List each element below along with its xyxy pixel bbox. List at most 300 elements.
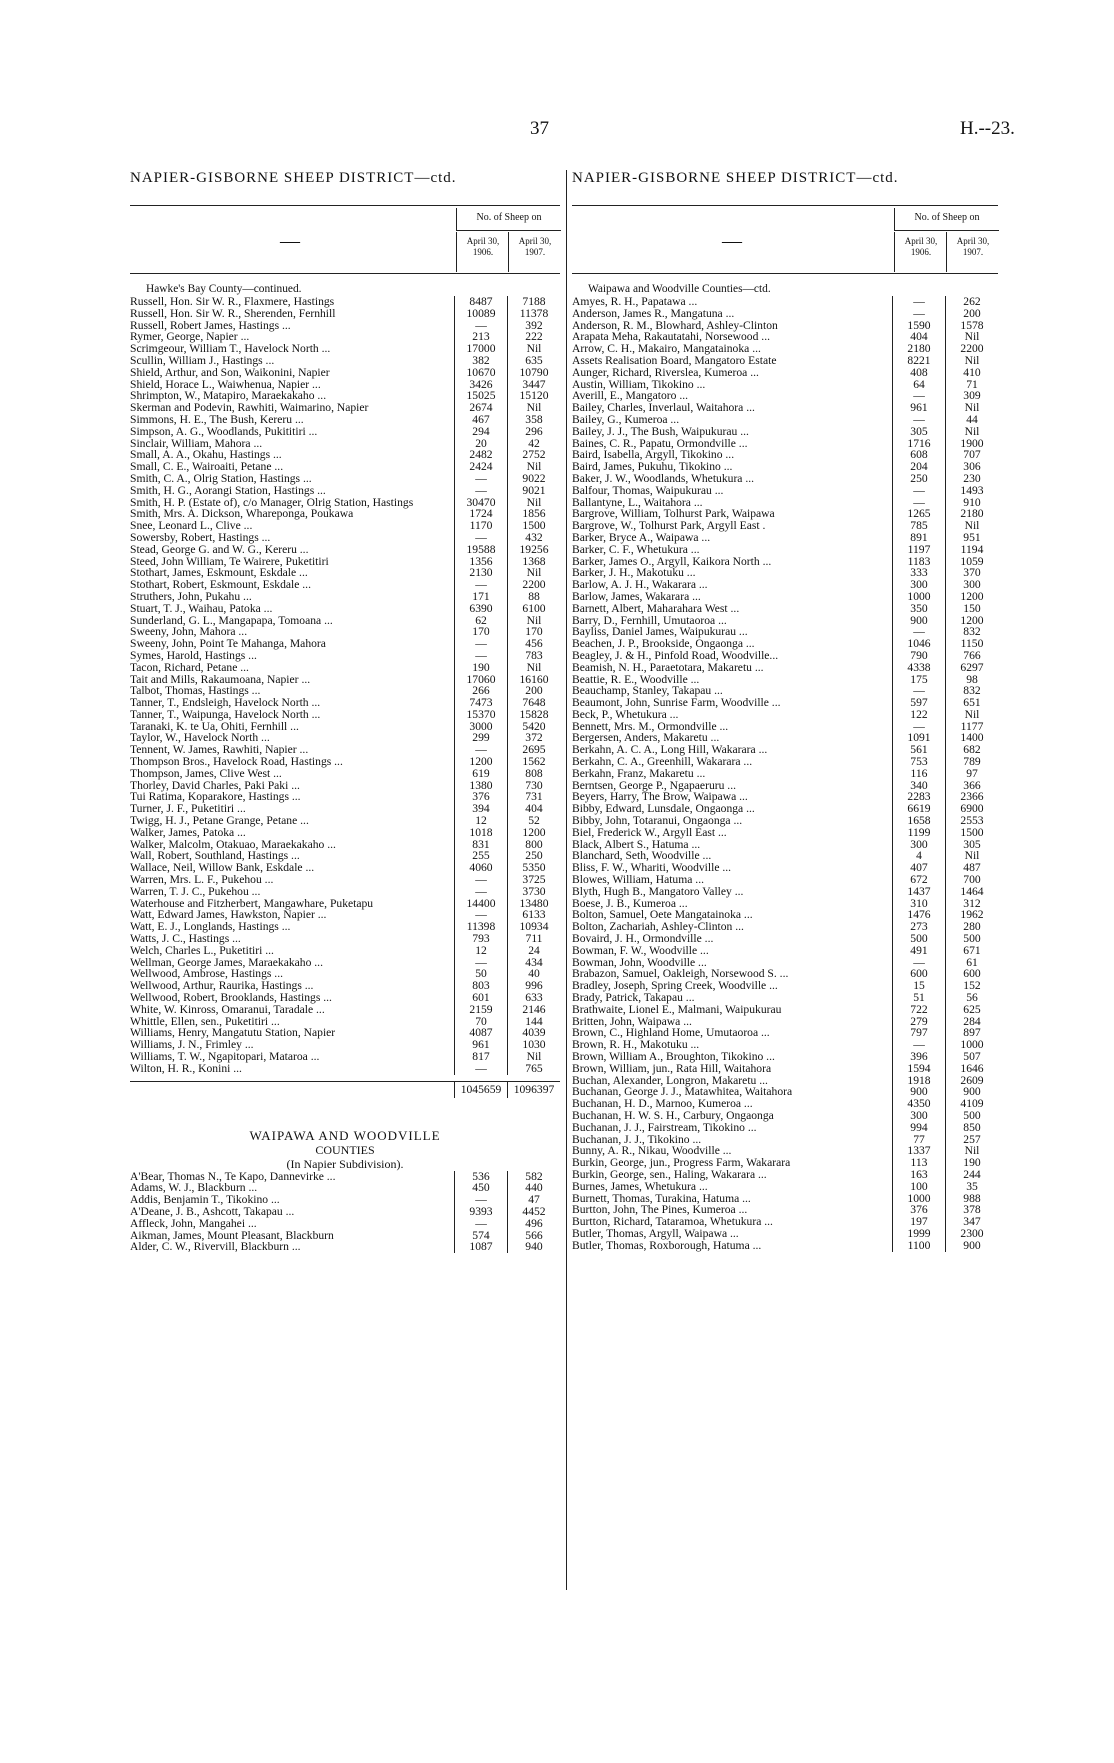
sheep-1907: 783 [507, 650, 560, 662]
sheep-1907: 15828 [507, 709, 560, 721]
sheep-1907: 6900 [945, 803, 998, 815]
sheep-1907: 56 [945, 992, 998, 1004]
table-row [572, 1063, 998, 1075]
sheep-1906: 500 [892, 933, 945, 945]
sheep-1906: 279 [892, 1016, 945, 1028]
sheep-1907: 651 [945, 697, 998, 709]
holder-name: Watt, Edward James, Hawkston, Napier ... [130, 908, 327, 922]
holder-name: Averill, E., Mangatoro ... [572, 389, 689, 403]
table-row [130, 591, 560, 603]
sheep-1906: 1918 [892, 1075, 945, 1087]
holder-name: Beamish, N. H., Paraetotara, Makaretu ... [572, 660, 764, 674]
sheep-1907: 10790 [507, 367, 560, 379]
sheep-1906: 831 [454, 839, 507, 851]
sheep-1907: 1493 [945, 485, 998, 497]
sheep-1906: 10089 [454, 308, 507, 320]
sheep-1907: 940 [507, 1241, 560, 1253]
holder-name: Buchanan, H. W. S. H., Carbury, Ongaonga [572, 1108, 774, 1122]
sheep-1906: 900 [892, 615, 945, 627]
table-head-dash: — [280, 230, 300, 252]
sheep-1906: — [892, 957, 945, 969]
holder-name: Boese, J. B., Kumeroa ... [572, 896, 688, 910]
sheep-1906: 100 [892, 1181, 945, 1193]
sheep-1907: 440 [507, 1182, 560, 1194]
table-row [572, 662, 998, 674]
sheep-1906: 396 [892, 1051, 945, 1063]
sheep-1906: 1100 [892, 1240, 945, 1252]
sheep-1906: 310 [892, 898, 945, 910]
holder-name: Wellwood, Robert, Brooklands, Hastings ... [130, 991, 332, 1005]
sheep-1907: Nil [507, 662, 560, 674]
sheep-1906: 574 [454, 1230, 507, 1242]
sheep-1906: 408 [892, 367, 945, 379]
sheep-1907: 1646 [945, 1063, 998, 1075]
sheep-1906: — [892, 1039, 945, 1051]
sheep-1907: 4452 [507, 1206, 560, 1218]
sheep-1906: 299 [454, 732, 507, 744]
holder-name: Aunger, Richard, Riverslea, Kumeroa ... [572, 365, 759, 379]
holder-name: Bargrove, W., Tolhurst Park, Argyll East . [572, 519, 766, 533]
table-row [572, 591, 998, 603]
table-row [572, 603, 998, 615]
table-row [572, 1240, 998, 1252]
holder-name: Berkahn, Franz, Makaretu ... [572, 766, 706, 780]
sheep-1906: 17060 [454, 674, 507, 686]
holder-name: Symes, Harold, Hastings ... [130, 648, 257, 662]
holder-name: Stuart, T. J., Waihau, Patoka ... [130, 601, 273, 615]
sheep-1907: 40 [507, 968, 560, 980]
sheep-1906: 797 [892, 1027, 945, 1039]
table-row [130, 603, 560, 615]
holder-name: Bergersen, Anders, Makaretu ... [572, 731, 720, 745]
holder-name: Bailey, J. J., The Bush, Waipukurau ... [572, 424, 749, 438]
sheep-1907: 3725 [507, 874, 560, 886]
sheep-1906: 305 [892, 426, 945, 438]
sheep-1906: 994 [892, 1122, 945, 1134]
holder-name: Tanner, T., Waipunga, Havelock North ... [130, 707, 321, 721]
table-row [572, 1169, 998, 1181]
sheep-1906: 15025 [454, 390, 507, 402]
holder-name: Whittle, Ellen, sen., Puketitiri ... [130, 1014, 280, 1028]
holder-name: Amyes, R. H., Papatawa ... [572, 295, 698, 308]
sheep-1907: Nil [945, 402, 998, 414]
sheep-1907: 257 [945, 1134, 998, 1146]
holder-name: Buchanan, J. J., Fairstream, Tikokino ... [572, 1120, 757, 1134]
sheep-1906: 1200 [454, 756, 507, 768]
holder-name: Skerman and Podevin, Rawhiti, Waimarino, Napier [130, 401, 369, 415]
holder-name: Buchan, Alexander, Longron, Makaretu ... [572, 1073, 768, 1087]
holder-name: Tennent, W. James, Rawhiti, Napier ... [130, 743, 309, 757]
sheep-1907: 152 [945, 980, 998, 992]
table-row [130, 367, 560, 379]
right-column [572, 170, 998, 1252]
table-row [130, 355, 560, 367]
holder-name: Austin, William, Tikokino ... [572, 377, 706, 391]
holder-name: Simpson, A. G., Woodlands, Pukititiri ... [130, 424, 318, 438]
holder-name: Wilton, H. R., Konini ... [130, 1061, 242, 1075]
table-row [130, 1063, 560, 1075]
sheep-1906: 171 [454, 591, 507, 603]
sheep-1906: 70 [454, 1016, 507, 1028]
holder-name: Small, A. A., Okahu, Hastings ... [130, 448, 282, 462]
sheep-1907: 150 [945, 603, 998, 615]
sheep-1907: 296 [507, 426, 560, 438]
holder-name: Barker, Bryce A., Waipawa ... [572, 530, 711, 544]
holder-name: Tui Ratima, Koparakore, Hastings ... [130, 790, 301, 804]
sheep-1907: Nil [507, 1051, 560, 1063]
table-row [130, 485, 560, 497]
sheep-1906: 2482 [454, 449, 507, 461]
table-row [572, 709, 998, 721]
holder-name: Williams, J. N., Frimley ... [130, 1038, 254, 1052]
holder-name: Thompson, James, Clive West ... [130, 766, 282, 780]
sheep-1907: 996 [507, 980, 560, 992]
sheep-1907: 711 [507, 933, 560, 945]
holder-name: Russell, Hon. Sir W. R., Flaxmere, Hastings [130, 295, 335, 308]
sheep-1906: — [454, 485, 507, 497]
sheep-1907: 13480 [507, 898, 560, 910]
sheep-1907: 250 [507, 850, 560, 862]
sheep-1906: — [454, 874, 507, 886]
sheep-1907: 284 [945, 1016, 998, 1028]
sheep-1906: 4087 [454, 1027, 507, 1039]
sheep-1906: 790 [892, 650, 945, 662]
holder-name: Wellman, George James, Maraekakaho ... [130, 955, 323, 969]
left-rows-hawkes-bay [130, 296, 560, 1075]
holder-name: Britten, John, Waipawa ... [572, 1014, 692, 1028]
holder-name: Bibby, Edward, Lunsdale, Ongaonga ... [572, 802, 755, 816]
holder-name: Bunny, A. R., Nikau, Woodville ... [572, 1144, 732, 1158]
sheep-1906: 19588 [454, 544, 507, 556]
sheep-1906: 608 [892, 449, 945, 461]
sheep-1907: Nil [945, 850, 998, 862]
sheep-1906: 7473 [454, 697, 507, 709]
sheep-1907: 1900 [945, 438, 998, 450]
sheep-1907: 1368 [507, 556, 560, 568]
sheep-1906: — [454, 320, 507, 332]
holder-name: Alder, C. W., Rivervill, Blackburn ... [130, 1240, 301, 1254]
sheep-1906: 273 [892, 921, 945, 933]
holder-name: Butler, Thomas, Argyll, Waipawa ... [572, 1226, 739, 1240]
holder-name: Struthers, John, Pukahu ... [130, 589, 252, 603]
sheep-1907: 35 [945, 1181, 998, 1193]
sheep-1907: 2366 [945, 791, 998, 803]
holder-name: Barker, James O., Argyll, Kaikora North ... [572, 554, 772, 568]
sheep-1906: 51 [892, 992, 945, 1004]
holder-name: A'Deane, J. B., Ashcott, Takapau ... [130, 1204, 295, 1218]
table-row [130, 827, 560, 839]
holder-name: Rymer, George, Napier ... [130, 330, 250, 344]
table-row [572, 414, 998, 426]
table-row [130, 426, 560, 438]
sheep-1907: 97 [945, 768, 998, 780]
sheep-1906: 50 [454, 968, 507, 980]
table-row [130, 473, 560, 485]
sheep-1907: Nil [945, 520, 998, 532]
sheep-1906: — [454, 957, 507, 969]
sheep-1906: 793 [454, 933, 507, 945]
sheep-1907: 625 [945, 1004, 998, 1016]
sheep-1907: 3447 [507, 379, 560, 391]
sheep-1907: 71 [945, 379, 998, 391]
date-header-1907: April 30, 1907. [508, 232, 561, 272]
left-table-head [130, 205, 560, 274]
holder-name: Bargrove, William, Tolhurst Park, Waipawa [572, 507, 775, 521]
holder-name: Warren, Mrs. L. F., Pukehou ... [130, 873, 274, 887]
sheep-1907: 900 [945, 1086, 998, 1098]
sheep-1906: — [454, 1063, 507, 1075]
sheep-1907: 24 [507, 945, 560, 957]
sheep-1907: 700 [945, 874, 998, 886]
sheep-1907: 244 [945, 1169, 998, 1181]
sheep-1907: Nil [507, 343, 560, 355]
holder-name: Bolton, Samuel, Oete Mangatainoka ... [572, 908, 753, 922]
sheep-1906: — [454, 1194, 507, 1206]
sheep-1907: 832 [945, 685, 998, 697]
sheep-1906: 404 [892, 331, 945, 343]
holder-name: Anderson, R. M., Blowhard, Ashley-Clinton [572, 318, 778, 332]
sheep-1907: Nil [945, 331, 998, 343]
sheep-1906: — [454, 744, 507, 756]
section-heading: Hawke's Bay County—continued. [146, 283, 302, 295]
sheep-1907: 312 [945, 898, 998, 910]
sheep-1907: 10934 [507, 921, 560, 933]
sheep-1906: 4338 [892, 662, 945, 674]
left-column-heading: NAPIER-GISBORNE SHEEP DISTRICT—ctd. [130, 170, 457, 186]
holder-name: Bibby, John, Totaranui, Ongaonga ... [572, 814, 743, 828]
sheep-1906: 491 [892, 945, 945, 957]
sheep-1906: 961 [892, 402, 945, 414]
holder-name: Brown, R. H., Makotuku ... [572, 1038, 700, 1052]
holder-name: Burnett, Thomas, Turakina, Hatuma ... [572, 1191, 751, 1205]
sheep-1906: 536 [454, 1171, 507, 1183]
holder-name: Blyth, Hugh B., Mangatoro Valley ... [572, 884, 744, 898]
sheep-1907: 910 [945, 497, 998, 509]
sheep-1907: 988 [945, 1193, 998, 1205]
sheep-1906: 2674 [454, 402, 507, 414]
sheep-1906: 4350 [892, 1098, 945, 1110]
holder-name: Shrimpton, W., Matapiro, Maraekakaho ... [130, 389, 327, 403]
sheep-1906: — [892, 390, 945, 402]
sheep-1906: 900 [892, 1086, 945, 1098]
holder-name: Wall, Robert, Southland, Hastings ... [130, 849, 300, 863]
sheep-1906: 204 [892, 461, 945, 473]
sheep-1907: 635 [507, 355, 560, 367]
sheep-1906: 170 [454, 626, 507, 638]
sheep-1906: 450 [454, 1182, 507, 1194]
sheep-1907: 2180 [945, 508, 998, 520]
sheep-1906: 350 [892, 603, 945, 615]
sheep-1907: 47 [507, 1194, 560, 1206]
sheep-1907: 633 [507, 992, 560, 1004]
holder-name: Russell, Hon. Sir W. R., Sherenden, Fernhill [130, 306, 336, 320]
table-row [572, 473, 998, 485]
sheep-1906: 1183 [892, 556, 945, 568]
holder-name: A'Bear, Thomas N., Te Kapo, Dannevirke ... [130, 1169, 336, 1183]
holder-name: Beyers, Harry, The Brow, Waipawa ... [572, 790, 748, 804]
holder-name: Turner, J. F., Puketitiri ... [130, 802, 246, 816]
holder-name: Russell, Robert James, Hastings ... [130, 318, 291, 332]
holder-name: Berkahn, A. C. A., Long Hill, Wakarara ... [572, 743, 768, 757]
holder-name: Bowman, John, Woodville ... [572, 955, 707, 969]
sheep-1906: 619 [454, 768, 507, 780]
holder-name: Warren, T. J. C., Pukehou ... [130, 884, 261, 898]
sheep-1907: 2200 [945, 343, 998, 355]
holder-name: Sinclair, William, Mahora ... [130, 436, 263, 450]
sheep-1907: Nil [945, 426, 998, 438]
table-row [130, 1218, 560, 1230]
holder-name: Biel, Frederick W., Argyll East ... [572, 825, 727, 839]
sheep-1906: 12 [454, 945, 507, 957]
sheep-1907: 370 [945, 567, 998, 579]
holder-name: Bolton, Zachariah, Ashley-Clinton ... [572, 920, 744, 934]
sheep-1907: 2146 [507, 1004, 560, 1016]
sheep-1907: 190 [945, 1157, 998, 1169]
sheep-1906: 394 [454, 803, 507, 815]
sheep-1906: 300 [892, 839, 945, 851]
holder-name: Wellwood, Ambrose, Hastings ... [130, 967, 283, 981]
sheep-1907: 366 [945, 780, 998, 792]
sheep-1906: 1724 [454, 508, 507, 520]
holder-name: Stothart, James, Eskmount, Eskdale ... [130, 566, 308, 580]
table-row [130, 544, 560, 556]
holder-name: Twigg, H. J., Petane Grange, Petane ... [130, 814, 309, 828]
sheep-1907: 404 [507, 803, 560, 815]
sheep-1907: 731 [507, 791, 560, 803]
holder-name: Barnett, Albert, Maharahara West ... [572, 601, 740, 615]
holder-name: Buchanan, George J. J., Matawhitea, Waitahora [572, 1085, 793, 1099]
holder-name: Arapata Meha, Rakautatahi, Norsewood ... [572, 330, 770, 344]
section-heading: Waipawa and Woodville Counties—ctd. [588, 283, 771, 295]
sheep-1906: 190 [454, 662, 507, 674]
holder-name: Beachen, J. P., Brookside, Ongaonga ... [572, 637, 755, 651]
sheep-1906: 266 [454, 685, 507, 697]
sheep-1906: 2424 [454, 461, 507, 473]
sheep-1906: 601 [454, 992, 507, 1004]
sheep-1907: 707 [945, 449, 998, 461]
sheep-1907: 671 [945, 945, 998, 957]
holder-name: Blowes, William, Hatuma ... [572, 873, 704, 887]
sheep-1906: 1091 [892, 732, 945, 744]
table-row [572, 768, 998, 780]
holder-name: Tanner, T., Endsleigh, Havelock North ... [130, 696, 321, 710]
holder-name: Baines, C. R., Papatu, Ormondville ... [572, 436, 748, 450]
sheep-1906: 1437 [892, 886, 945, 898]
sheep-1906: 817 [454, 1051, 507, 1063]
sheep-1906: 15370 [454, 709, 507, 721]
sheep-1907: 262 [945, 296, 998, 308]
holder-name: Burtton, Richard, Tataramoa, Whetukura ... [572, 1215, 773, 1229]
holder-name: Watts, J. C., Hastings ... [130, 932, 241, 946]
table-row [572, 1181, 998, 1193]
sheep-1906: 2180 [892, 343, 945, 355]
sheep-1907: 358 [507, 414, 560, 426]
table-row [572, 544, 998, 556]
sheep-1907: 2752 [507, 449, 560, 461]
sheep-1907: 305 [945, 839, 998, 851]
sheep-1907: 1464 [945, 886, 998, 898]
sheep-1907: 766 [945, 650, 998, 662]
holder-name: Beaumont, John, Sunrise Farm, Woodville ... [572, 696, 781, 710]
sheep-1907: 900 [945, 1240, 998, 1252]
sheep-1907: Nil [945, 709, 998, 721]
holder-name: Butler, Thomas, Roxborough, Hatuma ... [572, 1238, 762, 1252]
sheep-1907: 170 [507, 626, 560, 638]
sheep-1907: 200 [945, 308, 998, 320]
holder-name: Walker, Malcolm, Otakuao, Maraekakaho ... [130, 837, 336, 851]
holder-name: Bovaird, J. H., Ormondville ... [572, 932, 714, 946]
table-row [572, 532, 998, 544]
sheep-1906: 382 [454, 355, 507, 367]
holder-name: Affleck, John, Mangahei ... [130, 1216, 257, 1230]
sheep-1906: 1170 [454, 520, 507, 532]
sheep-1907: Nil [507, 402, 560, 414]
sheep-1906: 255 [454, 850, 507, 862]
sheep-1906: 1658 [892, 815, 945, 827]
sheep-1906: 17000 [454, 343, 507, 355]
sheep-1906: 376 [454, 791, 507, 803]
sheep-count-header: No. of Sheep on [456, 208, 561, 231]
sheep-1907: 1400 [945, 732, 998, 744]
sheep-1907: 392 [507, 320, 560, 332]
sheep-1907: 500 [945, 933, 998, 945]
sheep-1906: 10670 [454, 367, 507, 379]
holder-name: Taylor, W., Havelock North ... [130, 731, 270, 745]
holder-name: Waterhouse and Fitzherbert, Mangawhare, Puketapu [130, 896, 374, 910]
sheep-1907: 15120 [507, 390, 560, 402]
table-head-dash: — [722, 230, 742, 252]
page-number: 37 [530, 118, 549, 139]
sheep-1906: — [454, 909, 507, 921]
sheep-1907: 850 [945, 1122, 998, 1134]
total-row [130, 1081, 560, 1098]
sheep-1906: — [454, 1218, 507, 1230]
sheep-1907: 832 [945, 626, 998, 638]
sheep-1907: 347 [945, 1216, 998, 1228]
sheep-1907: 19256 [507, 544, 560, 556]
sheep-1907: 432 [507, 532, 560, 544]
sheep-1907: 808 [507, 768, 560, 780]
sheep-1906: 77 [892, 1134, 945, 1146]
sheep-1907: 42 [507, 438, 560, 450]
sheep-1907: 1059 [945, 556, 998, 568]
holder-name: Bailey, Charles, Inverlaul, Waitahora ... [572, 401, 755, 415]
sheep-1907: 600 [945, 968, 998, 980]
holder-name: Thorley, David Charles, Paki Paki ... [130, 778, 300, 792]
table-row [572, 886, 998, 898]
sheep-1906: — [454, 886, 507, 898]
sheep-1906: 1087 [454, 1241, 507, 1253]
sheep-1906: 4060 [454, 862, 507, 874]
holder-name: Smith, H. P. (Estate of), c/o Manager, Olrig Station, Hastings [130, 495, 414, 509]
sheep-1906: 1265 [892, 508, 945, 520]
holder-name: Brown, William, jun., Rata Hill, Waitahora [572, 1061, 772, 1075]
sheep-1906: 722 [892, 1004, 945, 1016]
sheep-1907: Nil [507, 567, 560, 579]
holder-name: Barlow, A. J. H., Wakarara ... [572, 578, 708, 592]
table-row [130, 662, 560, 674]
date-header-1906: April 30, 1906. [894, 232, 947, 272]
sheep-1906: — [892, 308, 945, 320]
sheep-1906: 1999 [892, 1228, 945, 1240]
sheep-1906: 3000 [454, 721, 507, 733]
sheep-1907: 300 [945, 579, 998, 591]
holder-name: Blanchard, Seth, Woodville ... [572, 849, 712, 863]
holder-name: Simmons, H. E., The Bush, Kereru ... [130, 412, 304, 426]
holder-name: Adams, W. J., Blackburn ... [130, 1181, 258, 1195]
holder-name: White, W. Kinross, Omaranui, Taradale ... [130, 1002, 325, 1016]
right-rows-waipawa [572, 296, 998, 1252]
